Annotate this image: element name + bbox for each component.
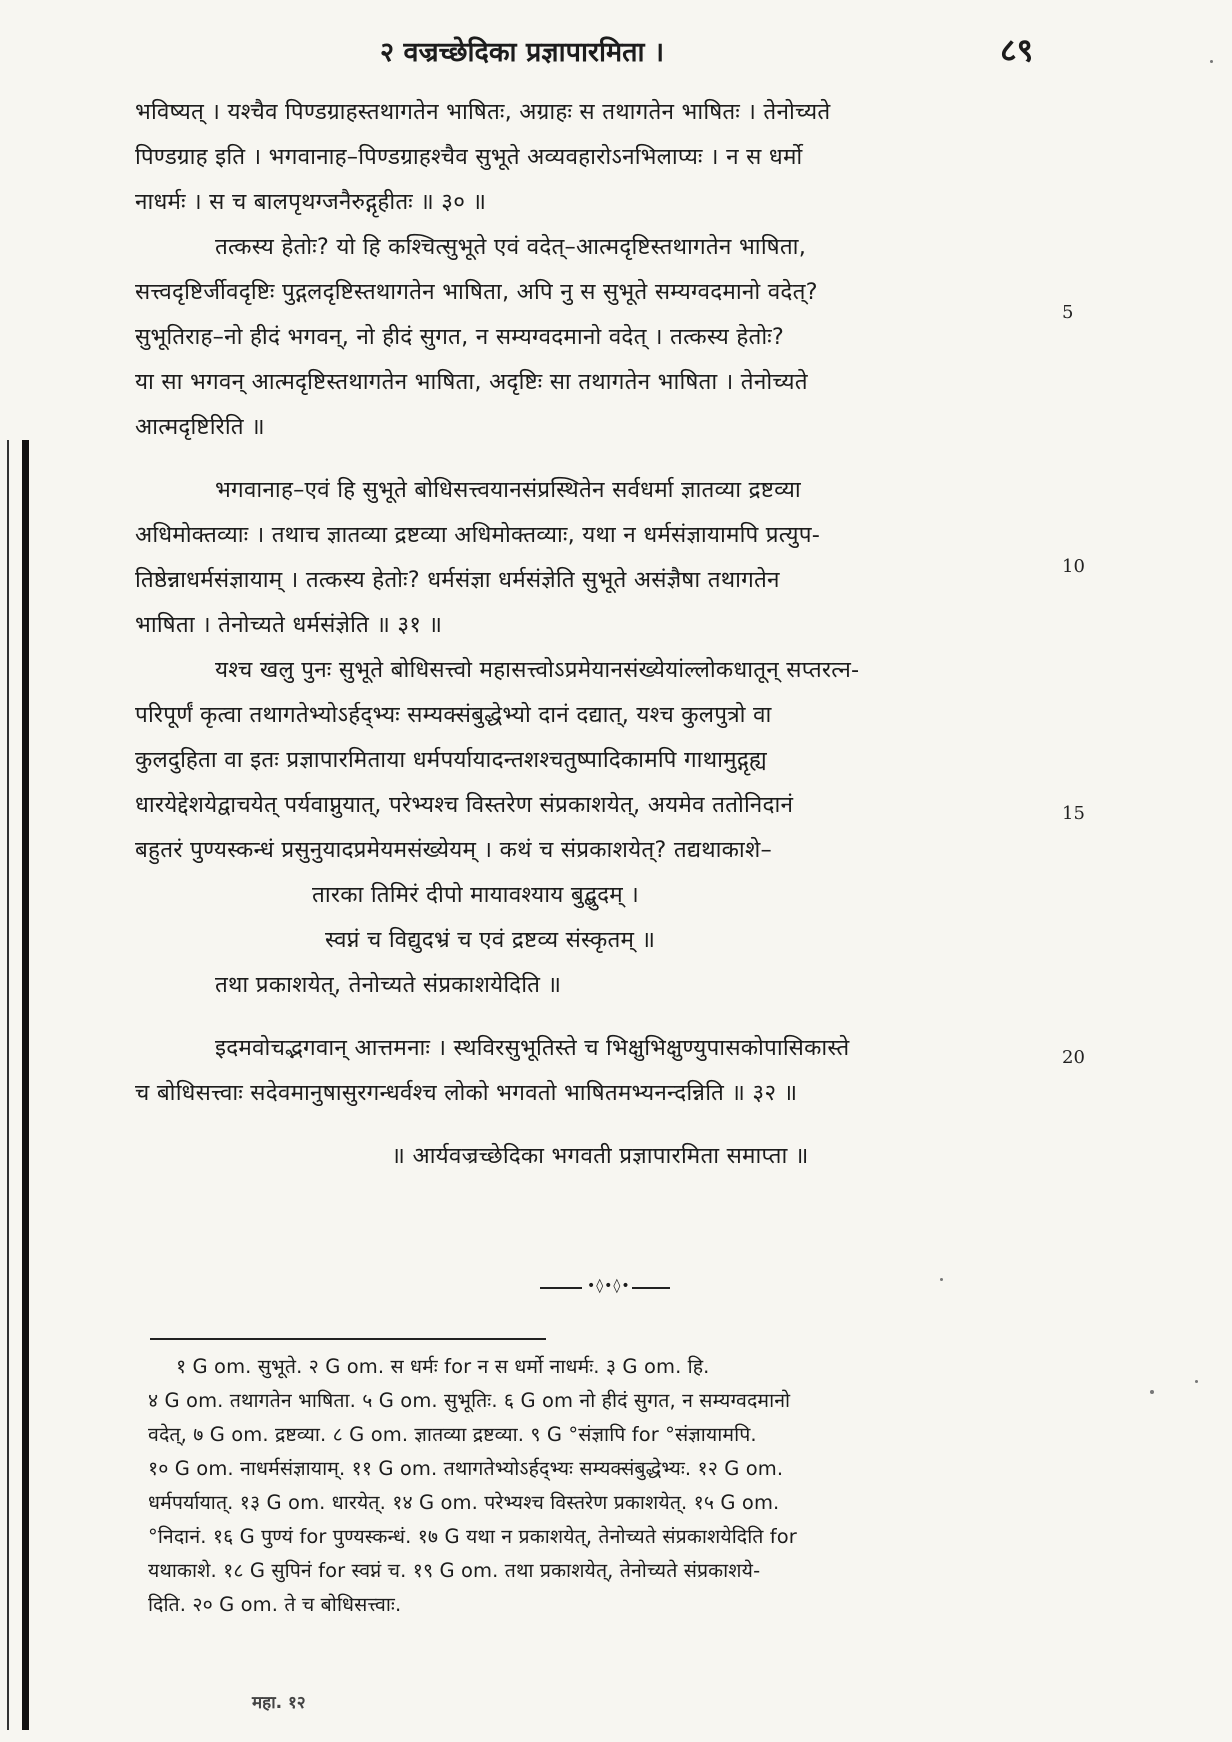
signature-mark: महा. १२ [252,1693,306,1713]
page-number: ८९ [1000,31,1034,69]
text-line: इदमवोचद्भगवान् आत्तमनाः । स्थविरसुभूतिस्ते च भिक्षुभिक्षुण्युपासकोपासिकास्ते [215,1035,850,1061]
footnote-line: १ G om. सुभूते. २ G om. स धर्मः for न स धर्मो नाधर्मः. ३ G om. हि. [176,1355,710,1378]
footnote-line: यथाकाशे. १८ G सुपिनं for स्वप्नं च. १९ G om. तथा प्रकाशयेत्, तेनोच्यते संप्रकाशये- [148,1559,761,1582]
verse-line: स्वप्नं च विद्युदभ्रं च एवं द्रष्टव्य संस्कृतम् ॥ [325,927,656,953]
verse-line: तारका तिमिरं दीपो मायावश्याय बुद्बुदम् । [312,882,640,908]
page-header [0,32,1232,72]
footnote-line: °निदानं. १६ G पुण्यं for पुण्यस्कन्धं. १७ G यथा न प्रकाशयेत्, तेनोच्यते संप्रकाशयेदिति for [148,1525,797,1548]
text-line: नाधर्मः । स च बालपृथग्जनैरुद्गृहीतः ॥ ३० ॥ [135,189,487,215]
line-number: 20 [1062,1047,1085,1068]
text-line: सत्त्वदृष्टिर्जीवदृष्टिः पुद्गलदृष्टिस्तथागतेन भाषिता, अपि नु स सुभूते सम्यग्वदमानो वदेत्? [135,279,818,305]
colophon: ॥ आर्यवज्रच्छेदिका भगवती प्रज्ञापारमिता समाप्ता ॥ [391,1143,809,1169]
text-line: च बोधिसत्त्वाः सदेवमानुषासुरगन्धर्वश्च लोको भगवतो भाषितमभ्यनन्दन्निति ॥ ३२ ॥ [135,1080,798,1106]
line-number: 5 [1062,302,1074,323]
scan-speck [940,1278,943,1281]
text-line: भाषिता । तेनोच्यते धर्मसंज्ञेति ॥ ३१ ॥ [135,612,443,638]
footnotes [148,1350,1078,1622]
text-line: तथा प्रकाशयेत्, तेनोच्यते संप्रकाशयेदिति ॥ [215,972,562,998]
line-number: 10 [1062,556,1085,577]
scan-speck [1210,60,1213,63]
footnote-line: धर्मपर्यायात्. १३ G om. धारयेत्. १४ G om. परेभ्यश्च विस्तरेण प्रकाशयेत्. १५ G om. [148,1491,780,1514]
text-line: कुलदुहिता वा इतः प्रज्ञापारमिताया धर्मपर्यायादन्तशश्चतुष्पादिकामपि गाथामुद्गृह्य [135,747,767,773]
text-line: यश्च खलु पुनः सुभूते बोधिसत्त्वो महासत्त्वोऽप्रमेयानसंख्येयांल्लोकधातून् सप्तरत्न- [215,657,860,683]
text-line: तिष्ठेन्नाधर्मसंज्ञायाम् । तत्कस्य हेतोः? धर्मसंज्ञा धर्मसंज्ञेति सुभूते असंज्ञैषा तथागतेन [135,567,780,593]
line-number: 15 [1062,803,1085,824]
text-line: परिपूर्णं कृत्वा तथागतेभ्योऽर्हद्भ्यः सम्यक्संबुद्धेभ्यो दानं दद्यात्, यश्च कुलपुत्रो वा [135,702,772,728]
footnote-line: वदेत्, ७ G om. द्रष्टव्या. ८ G om. ज्ञातव्या द्रष्टव्या. ९ G °संज्ञापि for °संज्ञायामपि. [148,1423,757,1446]
section-end-ornament [540,1278,670,1294]
binding-edge-line [7,440,9,1730]
text-line: भविष्यत् । यश्चैव पिण्डग्राहस्तथागतेन भाषितः, अग्राहः स तथागतेन भाषितः । तेनोच्यते [135,99,831,125]
binding-edge-rule [22,440,29,1730]
text-line: भगवानाह–एवं हि सुभूते बोधिसत्त्वयानसंप्रस्थितेन सर्वधर्मा ज्ञातव्या द्रष्टव्या [215,477,801,503]
footnote-separator [150,1338,546,1340]
scan-speck [1195,1380,1198,1383]
text-line: आत्मदृष्टिरिति ॥ [135,414,265,440]
text-line: पिण्डग्राह इति । भगवानाह–पिण्डग्राहश्चैव सुभूते अव्यवहारोऽनभिलाप्यः । न स धर्मो [135,144,803,170]
footnote-line: १० G om. नाधर्मसंज्ञायाम्. ११ G om. तथागतेभ्योऽर्हद्भ्यः सम्यक्संबुद्धेभ्यः. १२ G om. [148,1457,784,1480]
footnote-line: ४ G om. तथागतेन भाषिता. ५ G om. सुभूतिः. ६ G om नो हीदं सुगत, न सम्यग्वदमानो [148,1389,791,1412]
main-text [135,90,1065,1179]
text-line: बहुतरं पुण्यस्कन्धं प्रसुनुयादप्रमेयमसंख्येयम् । कथं च संप्रकाशयेत्? तद्यथाकाशे– [135,837,772,863]
text-line: सुभूतिराह–नो हीदं भगवन्, नो हीदं सुगत, न सम्यग्वदमानो वदेत् । तत्कस्य हेतोः? [135,324,785,350]
scan-speck [1150,1390,1154,1394]
text-line: अधिमोक्तव्याः । तथाच ज्ञातव्या द्रष्टव्या अधिमोक्तव्याः, यथा न धर्मसंज्ञायामपि प्रत्युप- [135,522,821,548]
text-line: तत्कस्य हेतोः? यो हि कश्चित्सुभूते एवं वदेत्–आत्मदृष्टिस्तथागतेन भाषिता, [215,234,807,260]
running-title: २ वज्रच्छेदिका प्रज्ञापारमिता । [380,37,665,68]
text-line: या सा भगवन् आत्मदृष्टिस्तथागतेन भाषिता, अदृष्टिः सा तथागतेन भाषिता । तेनोच्यते [135,369,808,395]
ornament-glyphs: •◊•◊• [587,1278,631,1294]
footnote-line: दिति. २० G om. ते च बोधिसत्त्वाः. [148,1593,402,1616]
text-line: धारयेद्देशयेद्वाचयेत् पर्यवाप्नुयात्, परेभ्यश्च विस्तरेण संप्रकाशयेत्, अयमेव ततोनिदानं [135,792,794,818]
